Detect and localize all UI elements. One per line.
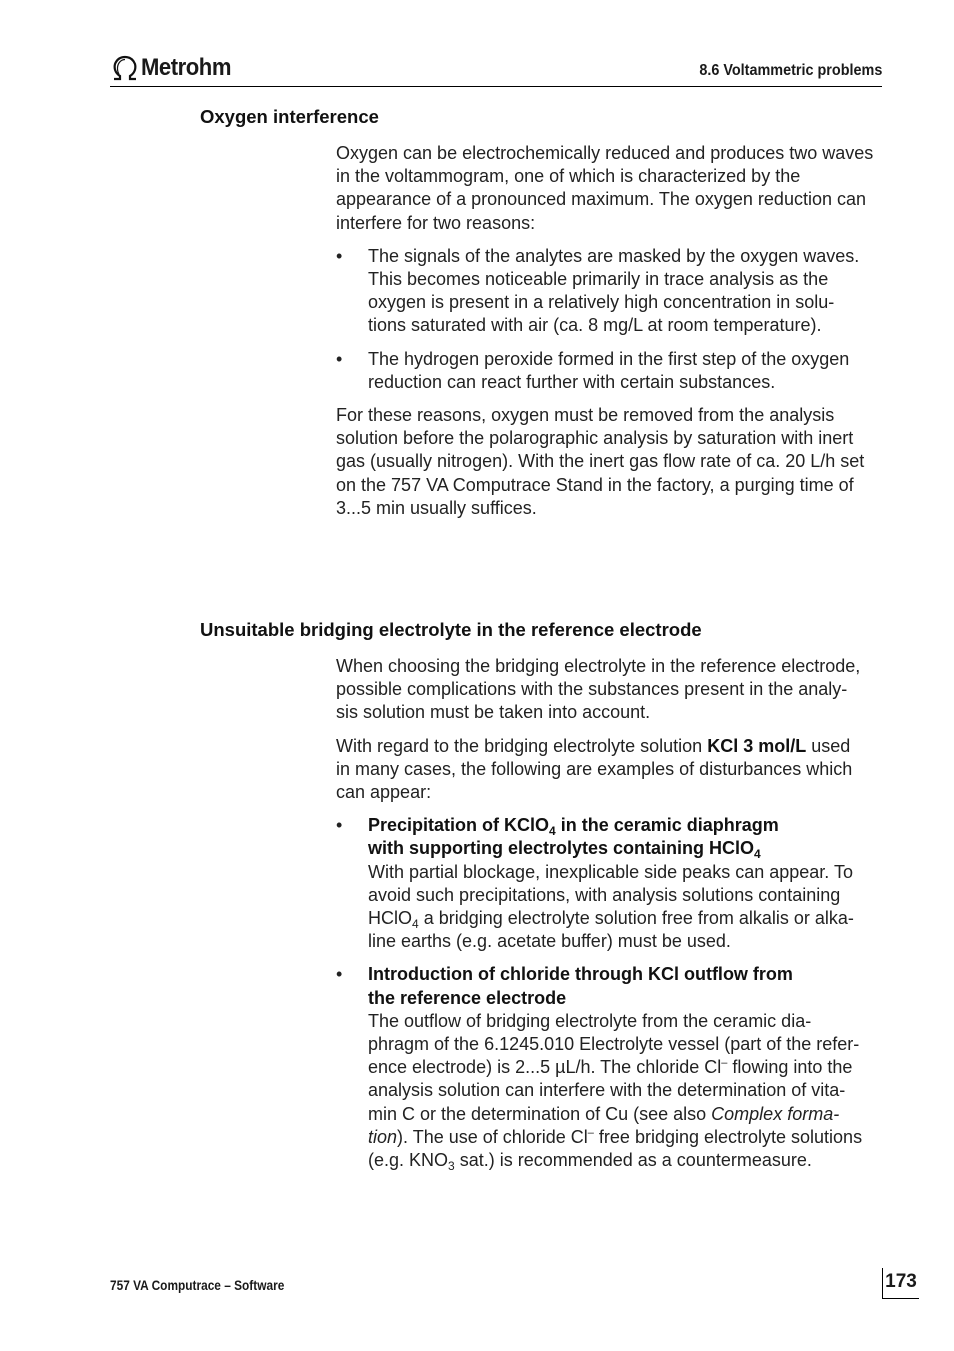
text-line: avoid such precipitations, with analysis solutions containing [368,884,841,905]
text-run: with supporting electrolytes containing HClO [368,838,755,859]
text-line: in many cases, the following are examples of disturbances which [336,758,853,779]
metrohm-logo [110,54,239,82]
bridging-paragraph-2 [336,735,884,805]
text-line: gas (usually nitrogen). With the inert gas flow rate of ca. 20 L/h set [336,451,865,472]
text-run: a bridging electrolyte solution free from alkalis or alka- [418,908,854,929]
section-title: 8.6 Voltammetric problems [699,62,882,79]
text-line: oxygen is present in a relatively high concentration in solu- [368,292,835,313]
text-line [368,1126,884,1149]
omega-logo-icon [110,54,140,82]
text-line: The hydrogen peroxide formed in the first step of the oxygen [368,348,850,369]
text-line: analysis solution can interfere with the determination of vita- [368,1080,846,1101]
text-line: line earths (e.g. acetate buffer) must be used. [368,931,731,952]
bridging-section [336,655,884,1172]
bullet-icon: • [336,964,343,985]
text-line: tions saturated with air (ca. 8 mg/L at room temperature). [368,315,822,336]
text-line: solution before the polarographic analysis by saturation with inert [336,428,854,449]
text-line [336,735,884,758]
text-line: on the 757 VA Computrace Stand in the factory, a purging time of [336,474,854,495]
bullet-icon: • [336,815,343,836]
text-run: flowing into the [727,1057,853,1078]
text-run: With regard to the bridging electrolyte solution [336,735,708,756]
text-line: can appear: [336,782,432,803]
italic-run: Complex forma- [711,1103,840,1124]
text-run: HClO [368,908,412,929]
bullet-title: the reference electrode [368,987,567,1008]
logo-text: Metrohm [141,54,232,81]
text-run: Precipitation of KClO [368,815,550,836]
list-item [336,348,884,394]
text-line: The outflow of bridging electrolyte from the ceramic dia- [368,1010,812,1031]
text-run: ). The use of chloride Cl [397,1126,588,1147]
text-line [368,1056,884,1079]
text-line [368,1149,884,1172]
text-line: When choosing the bridging electrolyte in the reference electrode, [336,656,861,676]
oxygen-heading: Oxygen interference [200,106,379,127]
superscript: – [587,1126,594,1139]
text-line [368,907,884,930]
oxygen-closing [336,404,884,520]
page-number-box [882,1268,919,1299]
bullet-icon: • [336,245,343,266]
list-item [336,963,884,1172]
bullet-icon: • [336,348,343,369]
bullet-title [368,837,884,860]
text-line: With partial blockage, inexplicable side peaks can appear. To [368,861,853,882]
oxygen-intro: Oxygen can be electrochemically reduced and produces two waves in the voltammogram, one of which is characterized by the appearance of a pronounced maximum. The oxygen reduction can interfere for two reasons: [336,143,874,233]
bridging-paragraph-1 [336,655,884,725]
text-run: used [806,735,851,756]
text-run: free bridging electrolyte solutions [593,1126,863,1147]
subscript: 4 [754,847,761,862]
text-line: reduction can react further with certain substances. [368,371,776,392]
subscript: 3 [448,1159,455,1174]
text-line: 3...5 min usually suffices. [336,497,537,518]
text-line: This becomes noticeable primarily in trace analysis as the [368,269,829,290]
text-run: in the ceramic diaphragm [555,815,779,836]
list-item [336,814,884,953]
footer-title: 757 VA Computrace – Software [110,1278,285,1293]
oxygen-section [336,142,884,520]
text-line: sis solution must be taken into account. [336,702,651,723]
bullet-title [368,814,884,837]
italic-run: tion [368,1126,398,1147]
page-header [110,52,882,87]
subscript: 4 [412,917,419,932]
text-line: possible complications with the substances present in the analy- [336,679,848,700]
text-line: The signals of the analytes are masked by the oxygen waves. [368,245,860,266]
kcl-solution-label: KCl 3 mol/L [707,735,807,756]
text-run: (e.g. KNO [368,1150,449,1171]
text-run: sat.) is recommended as a countermeasure. [454,1150,812,1171]
page-number: 173 [885,1271,917,1292]
subscript: 4 [549,824,556,839]
superscript: – [721,1057,728,1070]
text-run: min C or the determination of Cu (see also [368,1103,712,1124]
bridging-heading: Unsuitable bridging electrolyte in the reference electrode [200,619,702,640]
list-item [336,245,884,338]
text-run: ence electrode) is 2...5 µL/h. The chloride Cl [368,1057,722,1078]
text-line: For these reasons, oxygen must be removed from the analysis [336,405,835,426]
text-line: phragm of the 6.1245.010 Electrolyte vessel (part of the refer- [368,1034,860,1055]
text-line [368,1103,884,1126]
bullet-title: Introduction of chloride through KCl outflow from [368,964,793,985]
